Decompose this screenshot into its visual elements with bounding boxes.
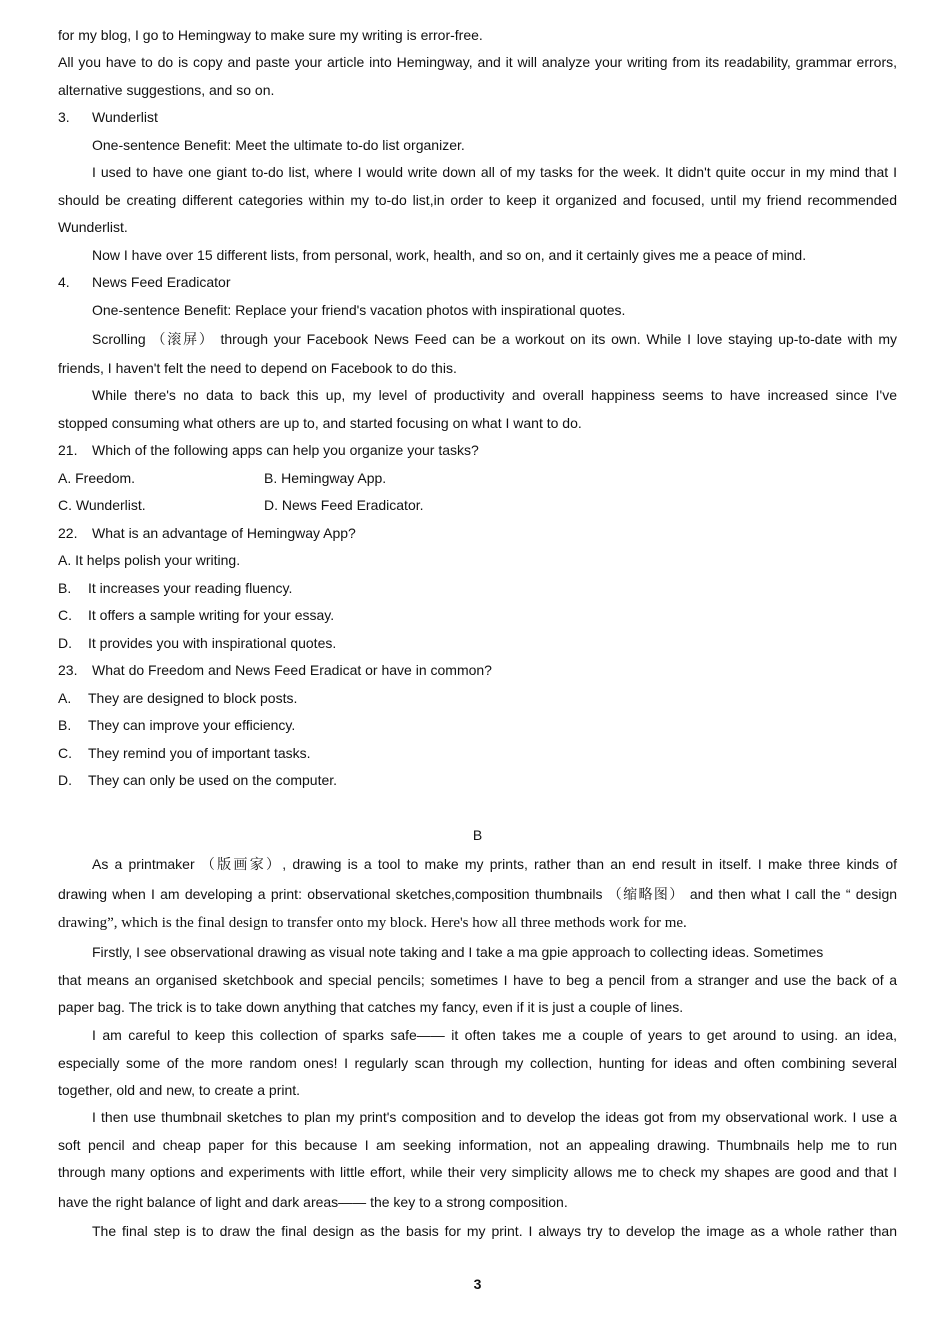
option-b: B. Hemingway App.: [264, 470, 387, 486]
app-heading-wunderlist: [58, 108, 158, 126]
option-text: It increases your reading fluency.: [88, 580, 293, 596]
option-letter: D.: [58, 635, 72, 651]
option-text: They are designed to block posts.: [88, 690, 298, 706]
question-text: Which of the following apps can help you organize your tasks?: [92, 442, 479, 458]
app-number: 4.: [58, 274, 70, 290]
question-text: What is an advantage of Hemingway App?: [92, 525, 356, 541]
option-letter: C.: [58, 607, 72, 623]
option-text: It offers a sample writing for your essay.: [88, 607, 335, 623]
question-22: [58, 524, 356, 542]
passage-line: drawing”, which is the final design to transfer onto my block. Here's how all three methods work for me.: [58, 915, 687, 931]
question-21: [58, 441, 479, 459]
option-b: [58, 716, 295, 734]
option-letter: A.: [58, 552, 72, 568]
option-d: [58, 771, 337, 789]
text-run: As a printmaker: [92, 856, 195, 872]
passage-line: [58, 330, 897, 349]
option-d: D. News Feed Eradicator.: [264, 497, 424, 513]
passage-line: friends, I haven't felt the need to depend on Facebook to do this.: [58, 360, 457, 376]
text-run: drawing when I am developing a print: observational sketches,composition thumbnails: [58, 886, 603, 902]
passage-line: Firstly, I see observational drawing as visual note taking and I take a ma gpie approach to collecting ideas. Sometimes: [92, 944, 824, 960]
passage-line: for my blog, I go to Hemingway to make sure my writing is error-free.: [58, 27, 483, 43]
page-number: 3: [473, 1276, 482, 1292]
chinese-gloss: （缩略图）: [607, 887, 685, 903]
question-number: 21.: [58, 442, 78, 458]
app-benefit: One-sentence Benefit: Replace your friend's vacation photos with inspirational quotes.: [92, 302, 626, 318]
option-a: [58, 551, 240, 569]
text-run: , drawing is a tool to make my prints, rather than an end result in itself. I make three kinds of: [282, 856, 898, 872]
option-c: [58, 606, 334, 624]
option-text: They remind you of important tasks.: [88, 745, 311, 761]
passage-line: While there's no data to back this up, my level of productivity and overall happiness seems to have increased since I've: [92, 387, 897, 403]
app-heading-news-feed-eradicator: [58, 273, 231, 291]
text-run: and then what I call the “ design: [689, 886, 898, 902]
option-text: They can improve your efficiency.: [88, 717, 296, 733]
passage-line: [58, 885, 897, 904]
option-letter: B.: [58, 717, 72, 733]
passage-line: All you have to do is copy and paste your article into Hemingway, and it will analyze your writing from its readability, grammar errors,: [58, 54, 897, 70]
question-number: 23.: [58, 662, 78, 678]
app-benefit: One-sentence Benefit: Meet the ultimate to-do list organizer.: [92, 137, 465, 153]
option-text: It helps polish your writing.: [75, 552, 241, 568]
passage-line: paper bag. The trick is to take down anything that catches my fancy, even if it is just a couple of lines.: [58, 999, 684, 1015]
passage-line: have the right balance of light and dark areas—— the key to a strong composition.: [58, 1194, 568, 1210]
text-run: Scrolling: [92, 331, 146, 347]
chinese-gloss: （滚屏）: [151, 332, 215, 348]
option-a: [58, 689, 297, 707]
option-c: [58, 744, 311, 762]
option-a: A. Freedom.: [58, 470, 136, 486]
passage-line: [58, 855, 897, 874]
question-23: [58, 661, 492, 679]
passage-line: alternative suggestions, and so on.: [58, 82, 275, 98]
option-text: It provides you with inspirational quotes.: [88, 635, 337, 651]
passage-line: I am careful to keep this collection of sparks safe—— it often takes me a couple of years to get around to using. an idea,: [92, 1027, 897, 1043]
passage-line: stopped consuming what others are up to, and started focusing on what I want to do.: [58, 415, 582, 431]
section-heading: B: [472, 827, 483, 843]
option-letter: A.: [58, 690, 72, 706]
passage-line: The final step is to draw the final design as the basis for my print. I always try to develop the image as a whole rather than: [92, 1223, 897, 1239]
passage-line: together, old and new, to create a print.: [58, 1082, 301, 1098]
question-number: 22.: [58, 525, 78, 541]
option-letter: C.: [58, 745, 72, 761]
chinese-gloss: （版画家）: [200, 857, 283, 873]
option-d: [58, 634, 336, 652]
app-number: 3.: [58, 109, 70, 125]
option-c: C. Wunderlist.: [58, 497, 146, 513]
app-name: News Feed Eradicator: [92, 274, 231, 290]
passage-line: should be creating different categories within my to-do list,in order to keep it organized and focused, until my friend recommended: [58, 192, 897, 208]
passage-line: I used to have one giant to-do list, where I would write down all of my tasks for the week. It didn't quite occur in my mind that I: [92, 164, 897, 180]
passage-line: Now I have over 15 different lists, from personal, work, health, and so on, and it certainly gives me a peace of mind.: [92, 247, 807, 263]
passage-line: soft pencil and cheap paper for this because I am seeking information, not an appealing drawing. Thumbnails help me to run: [58, 1137, 897, 1153]
app-name: Wunderlist: [92, 109, 158, 125]
question-text: What do Freedom and News Feed Eradicat or have in common?: [92, 662, 492, 678]
passage-line: Wunderlist.: [58, 219, 128, 235]
passage-line: through many options and experiments with little effort, while their very simplicity allows me to check my shapes are good and that I: [58, 1164, 897, 1180]
option-b: [58, 579, 292, 597]
option-text: They can only be used on the computer.: [88, 772, 338, 788]
option-letter: D.: [58, 772, 72, 788]
passage-line: I then use thumbnail sketches to plan my print's composition and to develop the ideas got from my observational work. I use a: [92, 1109, 897, 1125]
passage-line: that means an organised sketchbook and special pencils; sometimes I have to beg a pencil from a stranger and use the back of a: [58, 972, 897, 988]
option-letter: B.: [58, 580, 72, 596]
text-run: through your Facebook News Feed can be a workout on its own. While I love staying up-to-date with my: [220, 331, 898, 347]
passage-line: especially some of the more random ones! I regularly scan through my collection, hunting for ideas and often combining several: [58, 1055, 897, 1071]
